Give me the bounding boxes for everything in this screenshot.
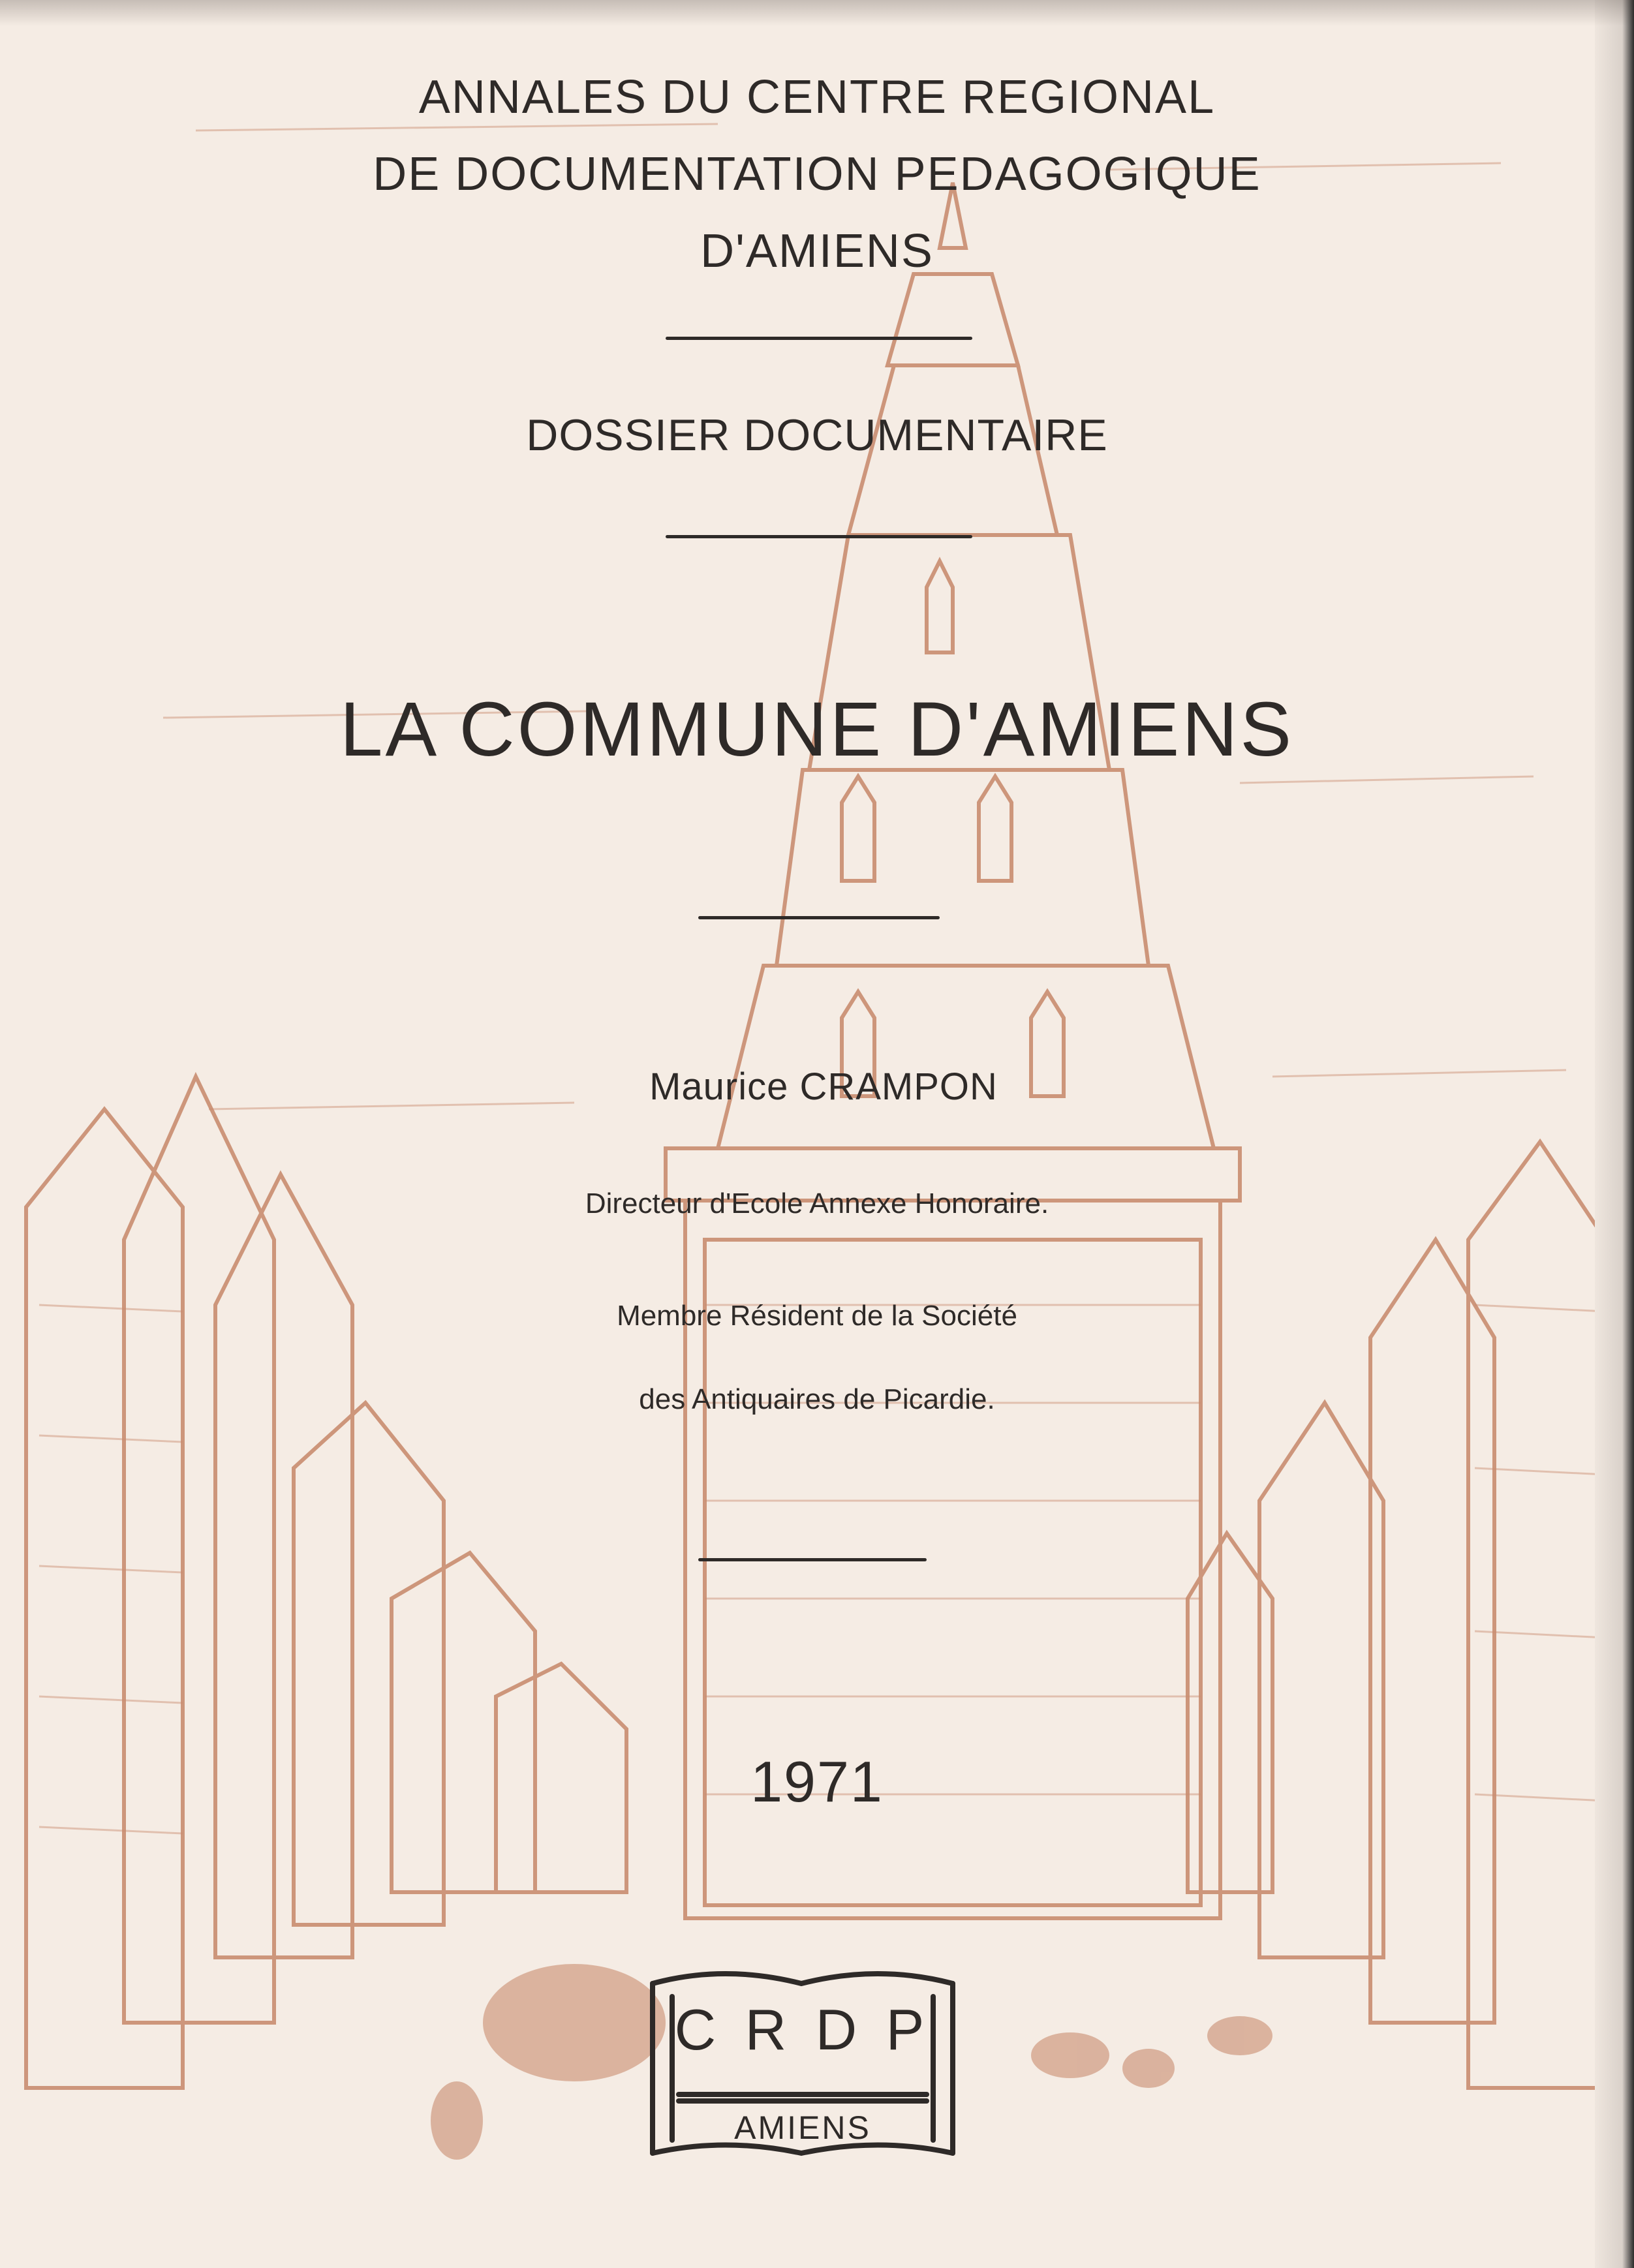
cover-top-shadow <box>0 0 1634 26</box>
author-role-1: Directeur d'Ecole Annexe Honoraire. <box>585 1188 1049 1219</box>
publication-year: 1971 <box>750 1749 884 1814</box>
cover-right-edge-shadow <box>1595 0 1634 2268</box>
divider-rule <box>666 535 972 538</box>
author-role-2: Membre Résident de la Société <box>617 1300 1017 1332</box>
series-title-line-3: D'AMIENS <box>700 225 934 277</box>
divider-rule <box>666 337 972 340</box>
author-name: Maurice CRAMPON <box>649 1065 998 1108</box>
crdp-publisher-logo <box>633 1957 972 2173</box>
series-title-line-1: ANNALES DU CENTRE REGIONAL <box>418 71 1216 123</box>
series-title-line-2: DE DOCUMENTATION PEDAGOGIQUE <box>373 148 1261 200</box>
book-title: LA COMMUNE D'AMIENS <box>339 686 1295 773</box>
logo-city: AMIENS <box>734 2109 871 2146</box>
divider-rule <box>698 1558 927 1561</box>
logo-letters: C R D P <box>674 1997 931 2062</box>
divider-rule <box>698 916 940 919</box>
author-role-3: des Antiquaires de Picardie. <box>639 1383 995 1415</box>
dossier-label: DOSSIER DOCUMENTAIRE <box>526 410 1108 460</box>
